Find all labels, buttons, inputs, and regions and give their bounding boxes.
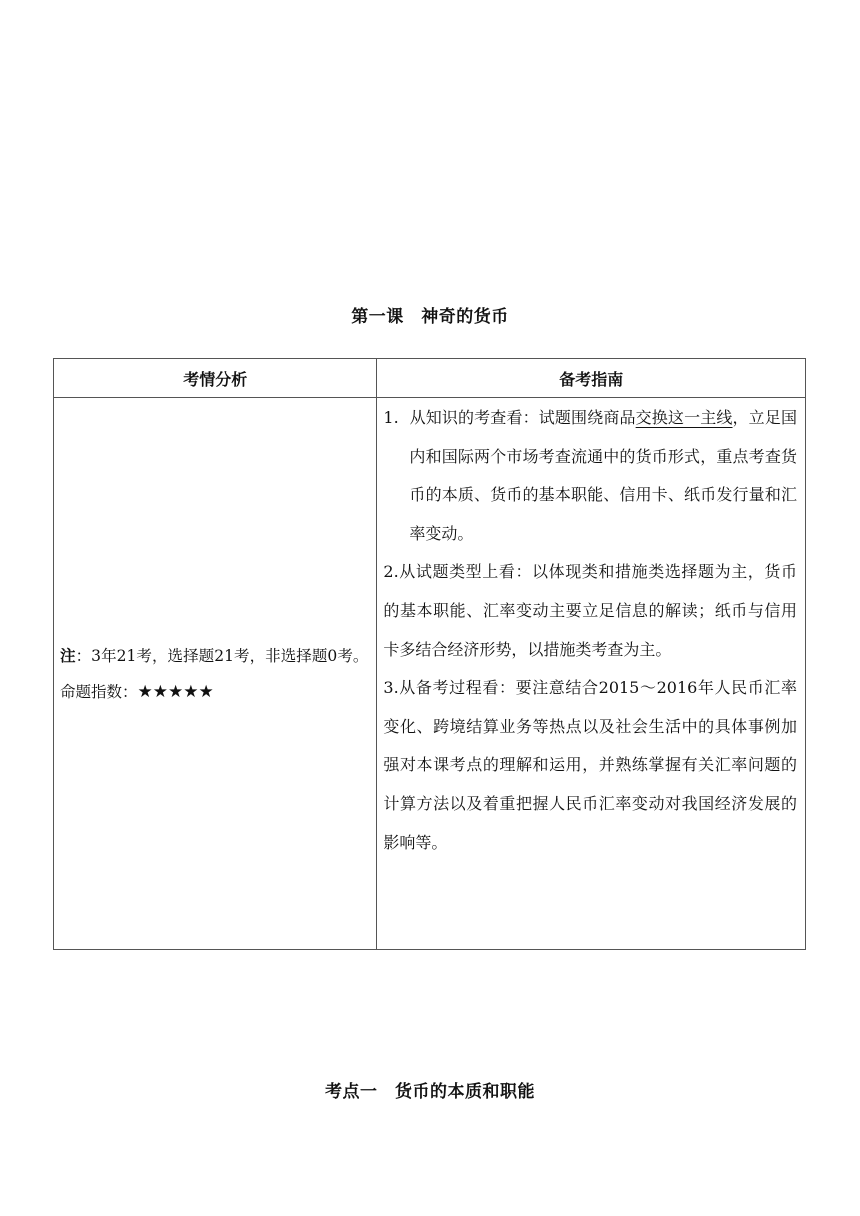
note-label: 注 [60, 646, 76, 665]
header-exam-analysis: 考情分析 [54, 359, 377, 398]
guide-item-2: 2.从试题类型上看：以体现类和措施类选择题为主，货币的基本职能、汇率变动主要立足信息的解读；纸币与信用卡多结合经济形势，以措施类考查为主。 [383, 562, 797, 659]
exam-analysis-cell [54, 398, 377, 950]
note-text: ：3年21考，选择题21考，非选择题0考。命题指数： [60, 646, 369, 701]
difficulty-stars: ★★★★★ [137, 681, 214, 702]
guide-list [383, 398, 797, 862]
guide-item-1-text-after: ，立足国内和国际两个市场考查流通中的货币形式，重点考查货币的本质、货币的基本职能、信用卡、纸币发行量和汇率变动。 [409, 408, 797, 543]
section-title: 考点一 货币的本质和职能 [325, 1082, 535, 1102]
guide-item-3: 3.从备考过程看：要注意结合2015～2016年人民币汇率变化、跨境结算业务等热点以及社会生活中的具体事例加强对本课考点的理解和运用，并熟练掌握有关汇率问题的计算方法以及着重把握人民币汇率变动对我国经济发展的影响等。 [383, 678, 797, 852]
lesson-title: 第一课 神奇的货币 [351, 307, 509, 327]
guide-item-1-underlined: 交换这一主线 [635, 408, 733, 427]
guide-item-1-text-before: 从知识的考查看：试题围绕商品 [409, 408, 636, 427]
table-header-row [54, 359, 806, 398]
header-exam-guide: 备考指南 [377, 359, 806, 398]
guide-item-1-number: 1. [383, 408, 399, 427]
exam-guide-cell [377, 398, 806, 950]
exam-guide-table [53, 358, 806, 950]
table-body-row [54, 398, 806, 950]
guide-item-1 [383, 398, 797, 553]
